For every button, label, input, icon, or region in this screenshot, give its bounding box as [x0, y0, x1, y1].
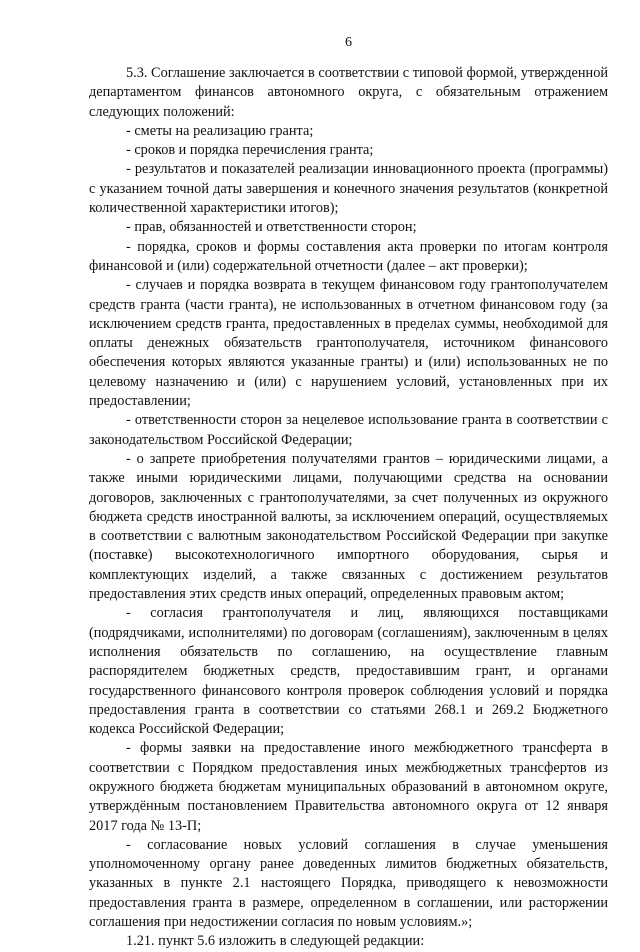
list-item-grant-return: - случаев и порядка возврата в текущем финансовом году грантополучателем средств гранта (части гранта), не использованных в отчетном финансовом году (за исключением средств гранта, предоставленных в пределах суммы, необходимой для оплаты денежных обязательств грантополучателя, источником финансового обеспечения которых являются указанные гранты) и (или) использованных не по целевому назначению и (или) с нарушением условий, установленных при их предоставлении;	[89, 277, 608, 410]
list-item-inspection-act: - порядка, сроков и формы составления акта проверки по итогам контроля финансовой и (или) содержательной отчетности (далее – акт проверки);	[89, 238, 608, 274]
list-item-audit-consent: - согласия грантополучателя и лиц, являющихся поставщиками (подрядчиками, исполнителями) по договорам (соглашениям), заключенным в целях исполнения обязательств по соглашению, на осуществление главным распорядителем бюджетных средств, предоставившим грант, и органами государственного финансового контроля проверок соблюдения условий и порядка предоставления гранта в соответствии со статьями 268.1 и 269.2 Бюджетного кодекса Российской Федерации;	[89, 605, 608, 738]
list-item-new-conditions: - согласование новых условий соглашения в случае уменьшения уполномоченному органу ранее доведенных лимитов бюджетных обязательств, указанных в пункте 2.1 настоящего Порядка, приводящего к невозможности предоставления гранта в размере, определенном в соглашении, или расторжении соглашения при недостижении согласия по новым условиям.»;	[89, 836, 608, 931]
page-number: 6	[345, 35, 352, 50]
list-item-liability: - ответственности сторон за нецелевое использование гранта в соответствии с законодательством Российской Федерации;	[89, 412, 608, 448]
list-item-transfer-terms: - сроков и порядка перечисления гранта;	[126, 142, 374, 159]
paragraph-1-21: 1.21. пункт 5.6 изложить в следующей редакции:	[126, 933, 425, 950]
list-item-transfer-application: - формы заявки на предоставление иного межбюджетного трансферта в соответствии с Порядком предоставления иных межбюджетных трансфертов из окружного бюджета бюджетам муниципальных образований в автономном округе, утверждённым постановлением Правительства автономного округа от 12 января 2017 года № 13-П;	[89, 740, 608, 834]
list-item-currency-ban: - о запрете приобретения получателями грантов – юридическими лицами, а также иными юридическими лицами, получающими средства на основании договоров, заключенных с грантополучателями, за счет полученных из окружного бюджета средств иностранной валюты, за исключением операций, осуществляемых в соответствии с валютным законодательством Российской Федерации при закупке (поставке) высокотехнологичного импортного оборудования, сырья и комплектующих изделий, а также связанных с достижением результатов предоставления этих средств иных операций, определенных правовым актом;	[89, 450, 608, 603]
list-item-project-results: - результатов и показателей реализации инновационного проекта (программы) с указанием точной даты завершения и конечного значения результатов (конкретной количественной характеристики итогов);	[89, 161, 608, 217]
document-body	[89, 64, 608, 952]
list-item-party-rights: - прав, обязанностей и ответственности сторон;	[126, 219, 417, 236]
list-item-grant-estimate: - сметы на реализацию гранта;	[126, 122, 314, 139]
paragraph-5-3: 5.3. Соглашение заключается в соответствии с типовой формой, утвержденной департаментом финансов автономного округа, с обязательным отражением следующих положений:	[89, 65, 608, 120]
